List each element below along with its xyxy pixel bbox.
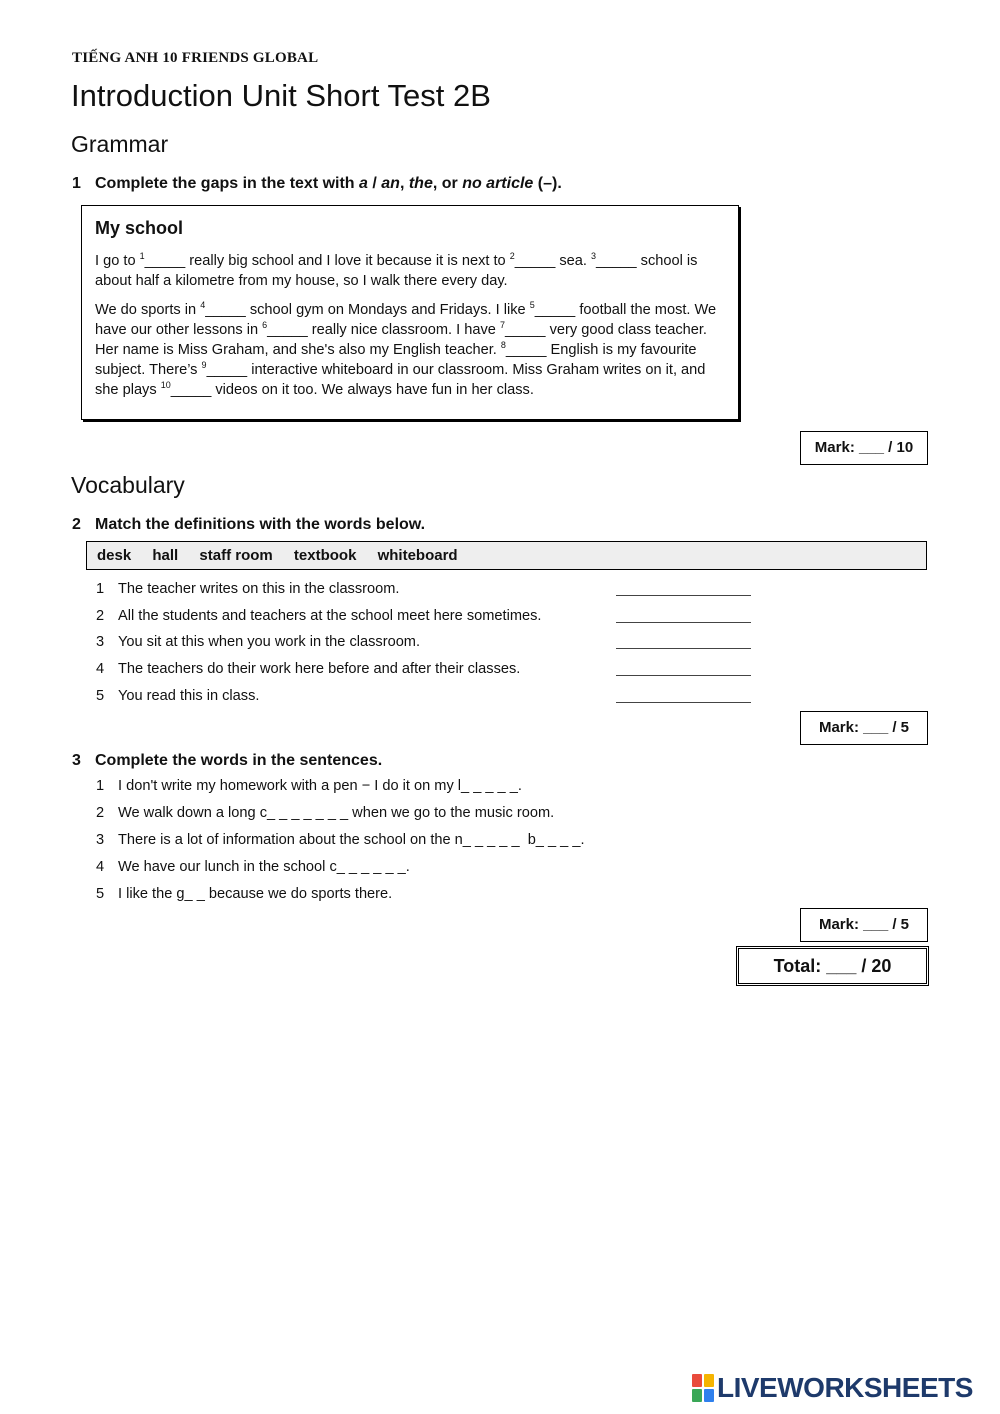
definition-item: 5 You read this in class. (96, 688, 260, 704)
word-bank (86, 541, 927, 570)
task-1-number: 1 (72, 175, 81, 192)
reading-text-box (81, 205, 739, 420)
reading-paragraph-1: I go to $^1$_____ really big school and I love it because it is next to $^2$_____ sea. $^3$_____ school is about half a kilometre from my house, so I walk there every day. (95, 251, 698, 289)
reading-paragraph-2: We do sports in $^4$_____ school gym on Mondays and Fridays. I like $^5$_____ football the most. We have our other lessons in $^6$_____ really nice classroom. I have $^7$_____ very good class teacher. Her name is Miss Graham, and she's also my English teacher. $^8$_____ English is my favourite subject. There’s $^9$_____ interactive whiteboard in our classroom. Miss Graham writes on it, and she plays $^{10}$_____ videos on it too. We always have fun in her class. (95, 300, 717, 398)
definition-item: 2 All the students and teachers at the school meet here sometimes. (96, 608, 542, 624)
sentence-item: 2 We walk down a long c_ _ _ _ _ _ _ when we go to the music room. (96, 805, 555, 821)
word-bank-item: staff room (199, 547, 273, 564)
task-1-instruction: 1 Complete the gaps in the text with a / an, the, or no article (–). (72, 175, 562, 192)
sentence-item: 5 I like the g_ _ because we do sports there. (96, 886, 393, 902)
vocabulary-heading: Vocabulary (71, 472, 185, 498)
word-bank-item: desk (97, 547, 132, 564)
total-score-box: Total: ___ / 20 (736, 946, 929, 986)
word-bank-item: textbook (293, 547, 357, 564)
answer-line[interactable] (616, 648, 751, 649)
task-3-instruction: 3 Complete the words in the sentences. (72, 752, 383, 769)
task-3-number: 3 (72, 752, 81, 769)
task-2-instruction: 2 Match the definitions with the words below. (72, 516, 426, 533)
liveworksheets-logo[interactable] (692, 1372, 973, 1404)
sentence-item: 1 I don't write my homework with a pen − I do it on my l_ _ _ _ _. (96, 778, 522, 794)
grammar-heading: Grammar (71, 131, 169, 157)
word-bank-item: whiteboard (377, 547, 458, 564)
task-3-mark-box: Mark: ___ / 5 (800, 908, 928, 942)
answer-line[interactable] (616, 622, 751, 623)
sentence-item: 4 We have our lunch in the school c_ _ _ _ _ _. (96, 859, 410, 875)
word-bank-item: hall (152, 547, 179, 564)
task-2-number: 2 (72, 516, 81, 533)
definition-item: 4 The teachers do their work here before and after their classes. (96, 661, 521, 677)
reading-title: My school (95, 218, 184, 238)
vocabulary-mark-box: Mark: ___ / 5 (800, 711, 928, 745)
answer-line[interactable] (616, 702, 751, 703)
definition-item: 3 You sit at this when you work in the classroom. (96, 634, 421, 650)
answer-line[interactable] (616, 675, 751, 676)
logo-text: LIVEWORKSHEETS (717, 1372, 973, 1403)
course-header: TIẾNG ANH 10 FRIENDS GLOBAL (72, 50, 319, 66)
definition-item: 1 The teacher writes on this in the classroom. (96, 581, 400, 597)
sentence-item: 3 There is a lot of information about the school on the n_ _ _ _ _ b_ _ _ _. (96, 832, 585, 848)
grammar-mark-box: Mark: ___ / 10 (800, 431, 928, 465)
page-title: Introduction Unit Short Test 2B (71, 78, 491, 113)
logo-icon (692, 1374, 714, 1402)
answer-line[interactable] (616, 595, 751, 596)
